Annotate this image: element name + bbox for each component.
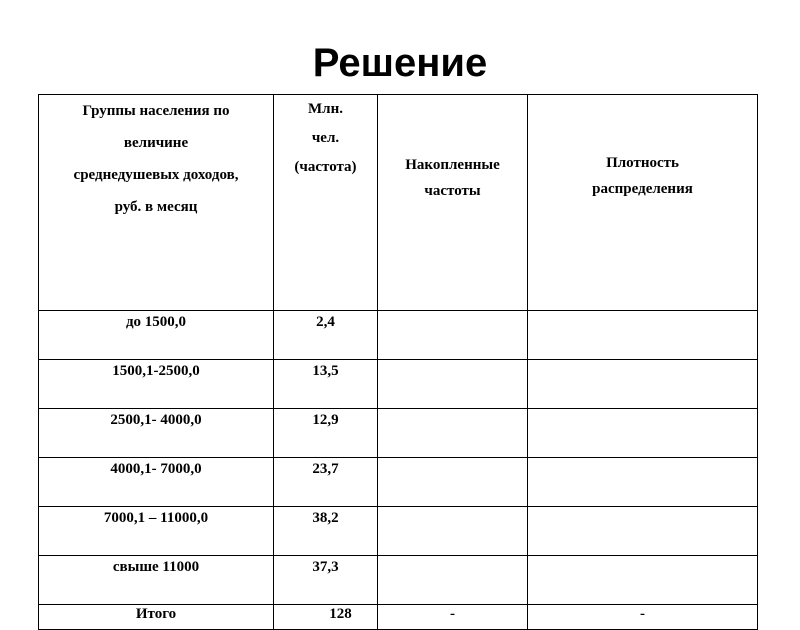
density-cell	[528, 556, 758, 605]
frequency-cell: 2,4	[274, 311, 378, 360]
table-row	[39, 360, 758, 409]
frequency-cell: 13,5	[274, 360, 378, 409]
group-cell: 1500,1-2500,0	[39, 360, 274, 409]
group-cell: 2500,1- 4000,0	[39, 409, 274, 458]
total-row	[39, 605, 758, 630]
frequency-cell: 23,7	[274, 458, 378, 507]
total-density: -	[528, 605, 758, 630]
header-group: Группы населения по величине среднедушевых доходов, руб. в месяц	[39, 95, 274, 311]
total-label: Итого	[39, 605, 274, 630]
header-density: Плотность распределения	[528, 95, 758, 311]
density-cell	[528, 507, 758, 556]
total-cumulative: -	[378, 605, 528, 630]
cumulative-cell	[378, 458, 528, 507]
group-cell: 4000,1- 7000,0	[39, 458, 274, 507]
page-title: Решение	[312, 41, 488, 85]
total-frequency-cell	[274, 605, 378, 630]
cumulative-cell	[378, 409, 528, 458]
table-row	[39, 556, 758, 605]
group-cell: свыше 11000	[39, 556, 274, 605]
cumulative-cell	[378, 507, 528, 556]
density-cell	[528, 458, 758, 507]
density-cell	[528, 409, 758, 458]
frequency-cell: 38,2	[274, 507, 378, 556]
table-row	[39, 409, 758, 458]
table-row	[39, 507, 758, 556]
cumulative-cell	[378, 556, 528, 605]
group-cell: до 1500,0	[39, 311, 274, 360]
total-frequency: 128	[329, 606, 352, 622]
table-row	[39, 311, 758, 360]
header-cumulative: Накопленные частоты	[378, 95, 528, 311]
solution-table	[38, 94, 758, 630]
frequency-cell: 37,3	[274, 556, 378, 605]
group-cell: 7000,1 – 11000,0	[39, 507, 274, 556]
table-row	[39, 458, 758, 507]
header-frequency: Млн. чел. (частота)	[274, 95, 378, 311]
density-cell	[528, 360, 758, 409]
frequency-cell: 12,9	[274, 409, 378, 458]
header-row	[39, 95, 758, 311]
cumulative-cell	[378, 360, 528, 409]
cumulative-cell	[378, 311, 528, 360]
density-cell	[528, 311, 758, 360]
